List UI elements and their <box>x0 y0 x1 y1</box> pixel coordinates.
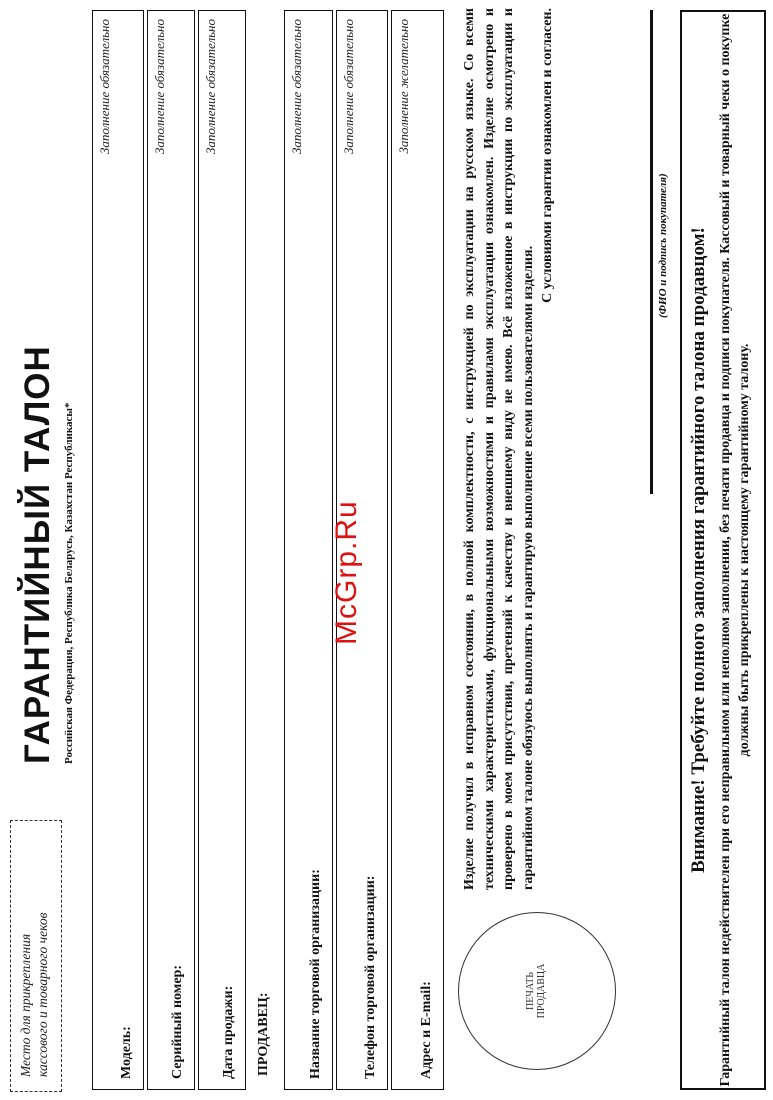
statement-body: Изделие получил в исправном состоянии, в полной комплектности, с инструкцией по эксплуатации на русском языке. Со всеми техническими характеристиками, функциональными возможностями и правилами эксплуатации ознакомлен. Изделие осмотрено и проверено в моем присутствии, претензий к качеству и внешнему виду не имею. Всё изложенное в инструкции по эксплуатации и гарантийном талоне обязуюсь выполнять и гарантирую выполнение всеми пользователями изделия. <box>462 8 536 890</box>
field-shop-name[interactable] <box>284 10 333 1090</box>
field-shop-name-hint: Заполнение обязательно <box>289 19 304 154</box>
field-shop-name-label: Название торговой организации: <box>308 869 323 1079</box>
field-sale-date-label: Дата продажи: <box>221 985 236 1079</box>
field-model-label: Модель: <box>119 1026 134 1079</box>
seller-section-label: ПРОДАВЕЦ: <box>256 992 271 1076</box>
signature-line[interactable] <box>650 10 653 494</box>
field-address-email[interactable] <box>391 10 444 1090</box>
field-shop-phone-label: Телефон торговой организации: <box>363 875 378 1079</box>
stamp-line-1: ПЕЧАТЬ <box>525 971 536 1011</box>
field-address-label: Адрес и E-mail: <box>419 981 434 1079</box>
seller-stamp-circle <box>458 912 616 1070</box>
receipt-attach-area <box>10 820 62 1092</box>
page-subtitle: Российская Федерация, Республика Беларусь, Казахстан Республикасы* <box>63 402 75 764</box>
field-sale-date-hint: Заполнение обязательно <box>203 19 218 154</box>
field-shop-phone-hint: Заполнение обязательно <box>341 19 356 154</box>
statement-agreement: С условиями гарантии ознакомлен и согласен. <box>540 8 556 303</box>
warning-body: Гарантийный талон недействителен при его неправильном или неполном заполнении, без печати продавца и подписи покупателя. Кассовый и товарный чеки о покупке должны быть прикреплены к настоящему гарантийному талону. <box>718 13 752 1087</box>
field-serial-number[interactable] <box>147 10 195 1090</box>
field-sale-date[interactable] <box>198 10 246 1090</box>
field-model[interactable] <box>92 10 144 1090</box>
field-address-hint: Заполнение желательно <box>396 19 411 154</box>
attach-line-2: кассового и товарного чеков <box>35 912 50 1077</box>
buyer-statement <box>460 8 558 890</box>
page-title: ГАРАНТИЙНЫЙ ТАЛОН <box>18 345 57 764</box>
stamp-line-2: ПРОДАВЦА <box>536 963 547 1019</box>
signature-caption: (ФИО и подпись покупателя) <box>657 173 669 318</box>
warning-heading: Внимание! Требуйте полного заполнения гарантийного талона продавцом! <box>688 227 709 873</box>
field-serial-label: Серийный номер: <box>170 965 185 1079</box>
field-model-hint: Заполнение обязательно <box>97 19 112 154</box>
warning-box <box>680 10 766 1090</box>
watermark: McGrp.Ru <box>330 500 363 645</box>
field-serial-hint: Заполнение обязательно <box>152 19 167 154</box>
attach-line-1: Место для прикрепления <box>18 933 33 1077</box>
